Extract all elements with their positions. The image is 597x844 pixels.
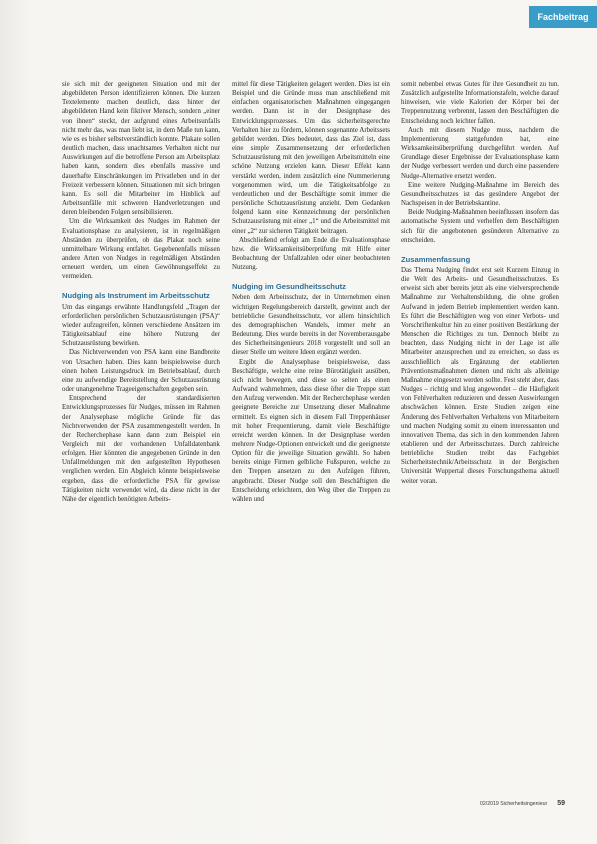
page-number: 59 [557, 800, 565, 807]
section-heading: Nudging als Instrument im Arbeitsschutz [62, 291, 210, 301]
paragraph: Das Thema Nudging findet erst seit Kurzem Einzug in die Welt des Arbeits- und Gesundheitsschutzes. Es erweist sich aber bereits jetzt als eine vielversprechende Maßnahme zur Verhaltensbildung, die ohne großen Aufwand in jedem Betrieb implementiert werden kann. Es führt die Beschäftigten weg von einer Verbots- und Vorschriftenkultur hin zu einer positiven Bestärkung der Menschen die Richtiges zu tun. Dennoch bleibt zu beachten, dass Nudging nicht in der Lage ist alle Mitarbeiter anzusprechen und zu erreichen, so dass es ausschließlich als Ergänzung der etablierten Präventionsmaßnahmen dienen und nicht als alleinige Maßnahme eingesetzt werden sollte. Fest steht aber, dass Nudges – richtig und klug angewendet – die Häufigkeit von Fehlverhalten reduzieren und dessen Auswirkungen abschwächen können. Erste Studien zeigen eine Änderung des Fehlverhalten Verhaltens von Mitarbeitern und machen Nudging somit zu einem interessanten und innovativen Thema, das sich in den kommenden Jahren etablieren und der Arbeitsschutzes. Durch zahlreiche betriebliche Studien treibt das Fachgebiet Sicherheitstechnik/Arbeitsschutz in der Bergischen Universität Wuppertal dieses Forschungsthema aktuell weiter voran. [401, 267, 559, 485]
paragraph: Auch mit diesem Nudge muss, nachdem die Implementierung stattgefunden hat, eine Wirksamkeitsüberprüfung durchgeführt werden. Auf Grundlage dieser Ergebnisse der Evaluationsphase kann der Nudge verbessert werden und durch eine passendere Nudge-Alternative ersetzt werden. [401, 126, 559, 180]
paragraph: Neben dem Arbeitsschutz, der in Unternehmen einen wichtigen Regelungsbereich darstellt, gewinnt auch der betriebliche Gesundheitsschutz, vor allem hinsichtlich des demographischen Wandels, immer mehr an Bedeutung. Dies wurde bereits in der Novemberausgabe des Sicherheitsingenieurs 2018 vorgestellt und soll an dieser Stelle um weitere Ideen ergänzt werden. [232, 294, 390, 357]
paragraph: somit nebenbei etwas Gutes für ihre Gesundheit zu tun. Zusätzlich aufgestellte Informationstafeln, welche darauf hinweisen, wie viele Kalorien der Körper bei der Treppennutzung verbrennt, lassen den Beschäftigten die Entscheidung noch leichter fallen. [401, 81, 559, 125]
page-footer [480, 800, 565, 807]
section-tag: Fachbeitrag [529, 6, 597, 28]
paragraph: Entsprechend der standardisierten Entwicklungsprozesses für Nudges, müssen im Rahmen der Analysephase mögliche Gründe für das Nichtverwenden der PSA zusammengestellt werden. In der Recherchephase kann dann zum Beispiel ein Vergleich mit der vorhandenen Unfalldatenbank erfolgen. Hier könnten die angegebenen Gründe in den Unfallmeldungen mit den aufgestellten Hypothesen verglichen werden. Ein Abgleich könnte beispielsweise ergeben, dass die erforderliche PSA für gewisse Tätigkeiten nicht verwendet wird, da diese nicht in der Nähe der eigentlich benötigten Arbeits- [62, 395, 220, 503]
paragraph: Um die Wirksamkeit des Nudges im Rahmen der Evaluationsphase zu analysieren, ist in regelmäßigen Abständen zu überprüfen, ob das Plakat noch seine unmittelbare Wirkung entfaltet. Gegebenenfalls müssen andere Arten von Nudges in regelmäßigen Abständen erneuert werden, um einen Gewöhnungseffekt zu vermeiden. [62, 218, 220, 281]
paragraph: Ergibt die Analysephase beispielsweise, dass Beschäftigte, welche eine reine Bürotätigkeit ausüben, sich nicht bewegen, und diese so selten als einen Aufwand wahrnehmen, dass diese öfter die Treppe statt den Aufzug verwenden. Mit der Recherchephase werden geeignete Bereiche zur Umsetzung dieser Maßnahme ermittelt. Es eignen sich in diesem Fall Treppenhäuser mit hoher Frequentierung, damit viele Beschäftigte erreicht werden können. In der Designphase werden mehrere Nudge-Optionen entwickelt und die geeignetste Option für die jeweilige Situation gewählt. So haben bereits einige Firmen gelbliche Fußspuren, welche zu den Treppen ansetzen zu den Aufzügen führen, angebracht. Dieser Nudge soll den Beschäftigten die Entscheidung erleichtern, den Weg über die Treppen zu wählen und [232, 358, 390, 503]
paragraph: Beide Nudging-Maßnahmen beeinflussen insofern das automatische System und verhelfen dem Beschäftigten sich für die angebotenen gesünderen Alternative zu entscheiden. [401, 209, 559, 244]
section-heading: Zusammenfassung [401, 254, 471, 264]
paragraph: Eine weitere Nudging-Maßnahme im Bereich des Gesundheitsschutzes ist das gesündere Angebot der Nachspeisen in der Betriebskantine. [401, 181, 559, 208]
issue-label: 02/2019 Sicherheitsingenieur [480, 801, 548, 807]
column-1 [62, 80, 220, 504]
column-3 [401, 80, 559, 486]
section-heading: Nudging im Gesundheitsschutz [232, 282, 346, 292]
paragraph: mittel für diese Tätigkeiten gelagert werden. Dies ist ein Beispiel und die Gründe muss man anschließend mit einfachen organisatorischen Maßnahmen eingegangen werden. Dann ist in der Designphase des Entwicklungsprozesses. Um das sicherheitsgerechte Verhalten hier zu fördern, können sogenannte Arbeitssets gebildet werden. Dies bedeutet, dass das Ziel ist, dass eine simple Zusammensetzung der erforderlichen Schutzausrüstung mit den jeweiligen Arbeitsmitteln eine schöne Nutzung erzielen kann. Dieser Effekt kann verstärkt werden, indem zusätzlich eine Nummerierung vorgenommen wird, um die Tätigkeitsabfolge zu verdeutlichen und der Beschäftigte somit immer die persönliche Schutzausrüstung anzieht. Dem Gedanken folgend kann eine Kennzeichnung der persönlichen Schutzausrüstung mit einer „1“ und die Arbeitsmittel mit einer „2“ zur sicheren Tätigkeit beitragen. [232, 81, 390, 235]
column-2 [232, 80, 390, 504]
paragraph: sie sich mit der geeigneten Situation und mit der abgebildeten Person identifizieren können. Die kurzen Textelemente machen deutlich, dass hinter der abgebildeten Hand kein fiktiver Mensch, sondern „einer von ihnen“ steckt, der aufgrund eines Arbeitsunfalls nicht mehr das, was man liebt ist, in dem Maße tun kann, wie es es bisher selbstverständlich konnte. Plakate sollen deutlich machen, dass unachtsames Verhalten nicht nur Auswirkungen auf die betroffene Person am Arbeitsplatz haben kann, sondern dies ebenfalls massive und dauerhafte Einschränkungen im Privatleben und in der Freizeit verbessern können. Situationen mit sich bringen kann. Es soll die Mitarbeiter im Hinblick auf Arbeitsunfälle mit schweren Handverletzungen und deren bleibenden Folgen sensibilisieren. [62, 81, 220, 217]
paragraph: Das Nichtverwenden von PSA kann eine Bandbreite von Ursachen haben. Dies kann beispielsweise durch einen hohen Leistungsdruck im Betriebsablauf, durch eine zu aufwendige Bereitstellung der Schutzausrüstung oder unangenehme Trageeigenschaften gegeben sein. [62, 349, 220, 394]
paragraph: Abschließend erfolgt am Ende die Evaluationsphase bzw. die Wirksamkeitsüberprüfung mit Hilfe einer Beobachtung der Unfallzahlen oder einer beobachteten Nutzung. [232, 236, 390, 272]
paragraph: Um das eingangs erwähnte Handlungsfeld „Tragen der erforderlichen persönlichen Schutzausrüstungen (PSA)“ wieder aufzugreifen, können verschiedene Ansätzen im Tätigkeitsablauf eine höhere Nutzung der Schutzausrüstung bewirken. [62, 303, 220, 348]
